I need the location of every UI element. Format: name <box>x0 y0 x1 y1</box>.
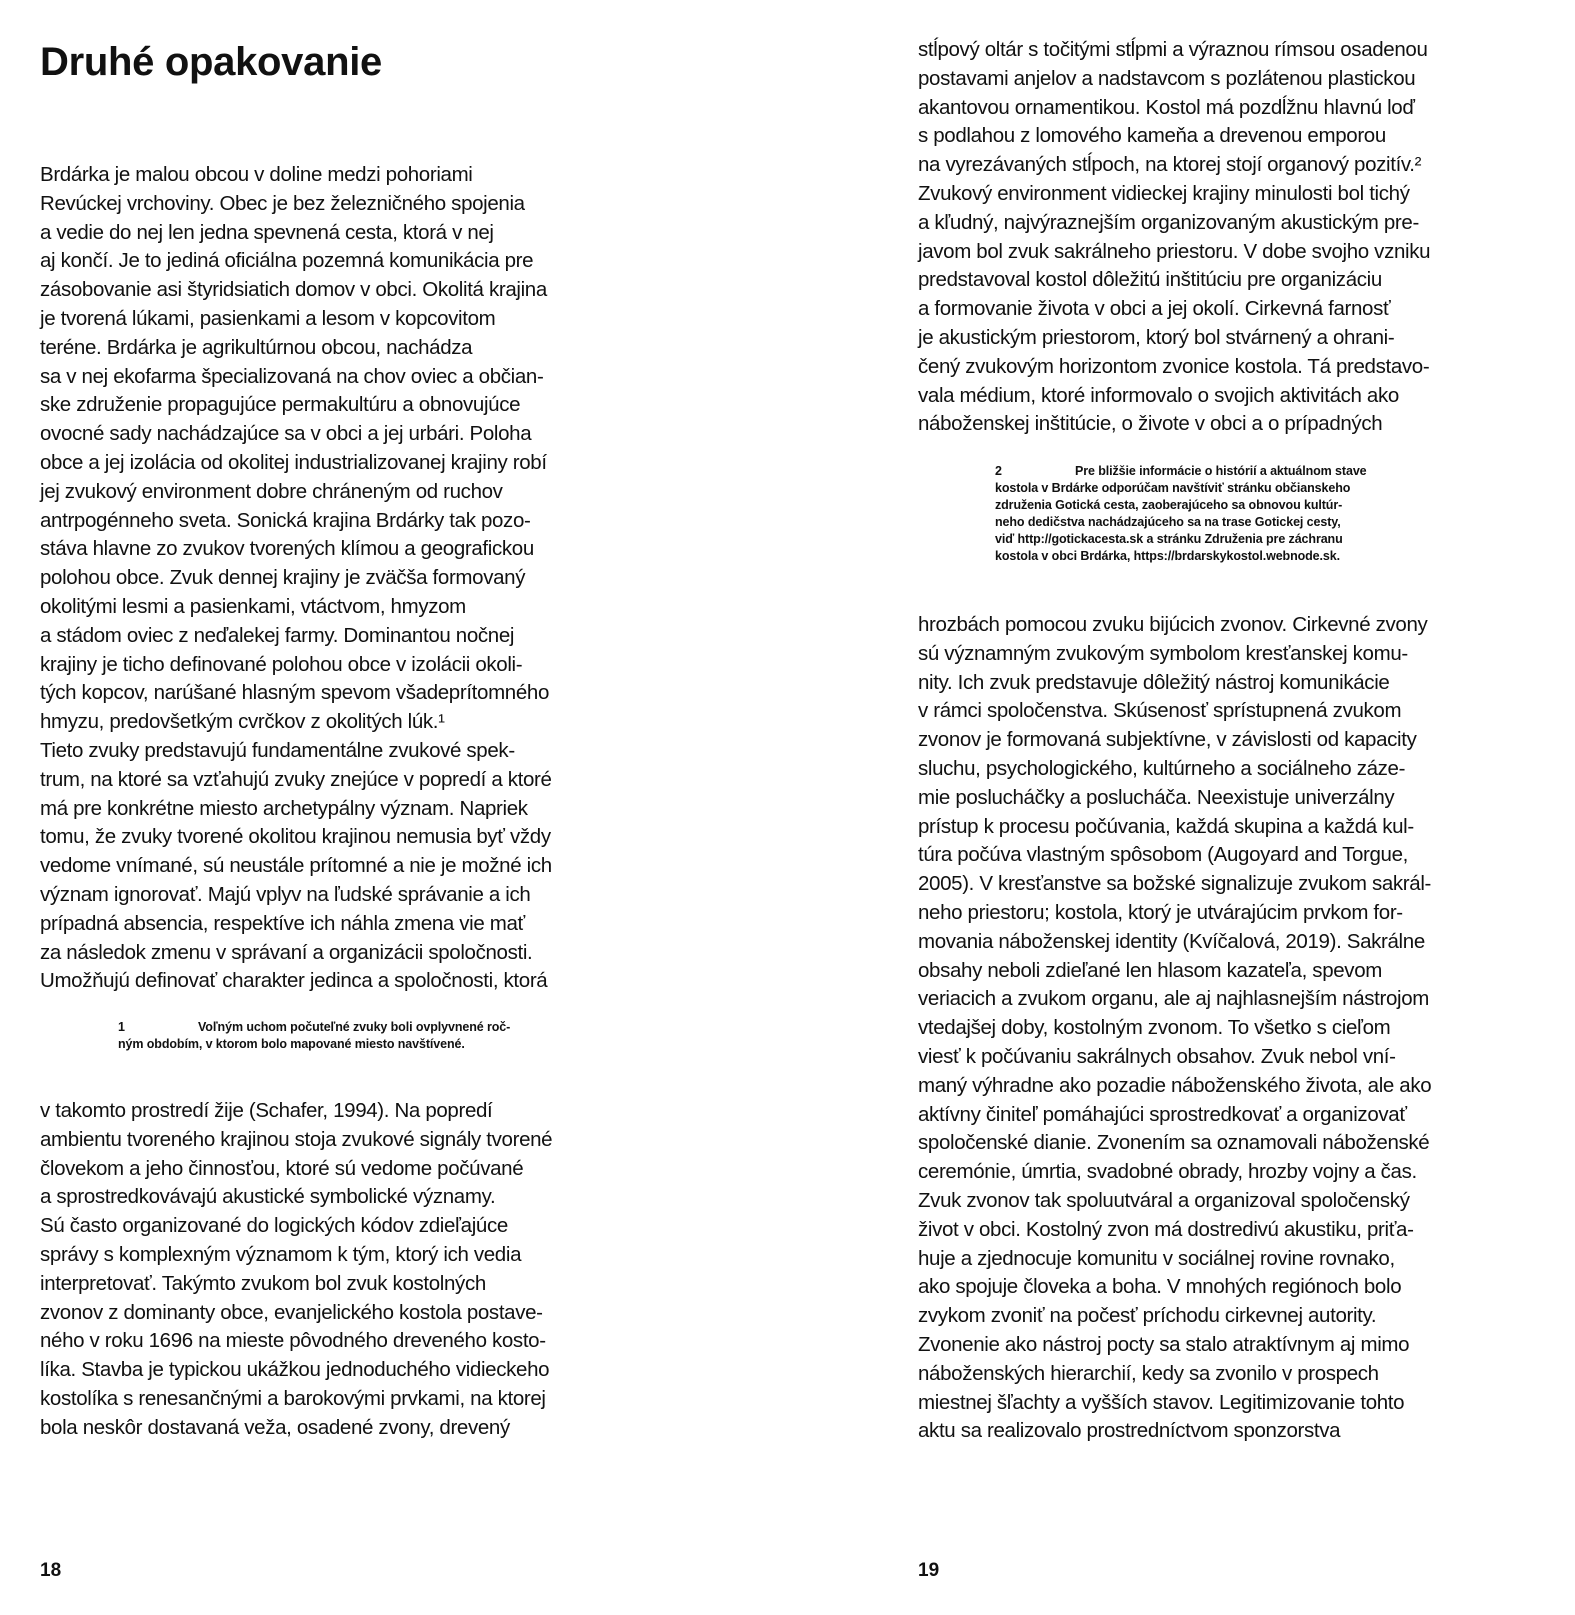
text-line: Sú často organizované do logických kódov zdieľajúce <box>40 1214 508 1238</box>
text-line: v rámci spoločenstva. Skúsenosť sprístupnená zvukom <box>918 699 1402 723</box>
text-line: ovocné sady nachádzajúce sa v obci a jej urbári. Poloha <box>40 422 532 446</box>
text-line: stáva hlavne zo zvukov tvorených klímou a geografickou <box>40 537 534 561</box>
text-line: život v obci. Kostolný zvon má dostredivú akustiku, priťa- <box>918 1217 1414 1241</box>
page-number: 19 <box>918 1560 940 1581</box>
text-line: spoločenské dianie. Zvonením sa oznamovali náboženské <box>918 1131 1430 1155</box>
text-line: ceremónie, úmrtia, svadobné obrady, hrozby vojny a čas. <box>918 1160 1417 1184</box>
text-line: predstavoval kostol dôležitú inštitúciu pre organizáciu <box>918 268 1382 292</box>
text-line: prístup k procesu počúvania, každá skupina a každá kul- <box>918 814 1414 838</box>
text-line: huje a zjednocuje komunitu v sociálnej rovine rovnako, <box>918 1246 1395 1270</box>
text-line: má pre konkrétne miesto archetypálny význam. Napriek <box>40 796 528 820</box>
text-line: aktu sa realizovalo prostredníctvom sponzorstva <box>918 1419 1341 1443</box>
text-line: je akustickým priestorom, ktorý bol stvárnený a ohrani- <box>918 325 1395 349</box>
text-line: zvonov je formovaná subjektívne, v závislosti od kapacity <box>918 728 1417 752</box>
page-number: 18 <box>40 1560 62 1581</box>
text-line: jej zvukový environment dobre chráneným od ruchov <box>40 479 503 503</box>
text-line: zvykom zvoniť na počesť príchodu cirkevnej autority. <box>918 1304 1377 1328</box>
text-line: Umožňujú definovať charakter jedinca a spoločnosti, ktorá <box>40 969 548 993</box>
text-line: zásobovanie asi štyridsiatich domov v obci. Okolitá krajina <box>40 278 547 302</box>
text-line: movania náboženskej identity (Kvíčalová, 2019). Sakrálne <box>918 929 1425 953</box>
text-line: stĺpový oltár s točitými stĺpmi a výraznou rímsou osadenou <box>918 38 1428 61</box>
text-line: a kľudný, najvýraznejším organizovaným akustickým pre- <box>918 210 1419 234</box>
text-line: interpretovať. Takýmto zvukom bol zvuk kostolných <box>40 1271 486 1295</box>
text-line: správy s komplexným významom k tým, ktorý ich vedia <box>40 1242 522 1266</box>
text-line: aj končí. Je to jediná oficiálna pozemná komunikácia pre <box>40 249 534 273</box>
text-line: maný výhradne ako pozadie náboženského života, ale ako <box>918 1073 1432 1097</box>
right-page <box>787 0 1575 1615</box>
text-line: miestnej šľachty a vyšších stavov. Legitimizovanie tohto <box>918 1390 1405 1414</box>
text-line: okolitými lesmi a pasienkami, vtáctvom, hmyzom <box>40 594 466 618</box>
text-line: veriacich a zvukom organu, ale aj najhlasnejším nástrojom <box>918 987 1430 1011</box>
text-line: polohou obce. Zvuk dennej krajiny je zväčša formovaný <box>40 566 526 590</box>
text-line: zvonov z dominanty obce, evanjelického kostola postave- <box>40 1300 543 1324</box>
text-line: túra počúva vlastným spôsobom (Augoyard and Torgue, <box>918 843 1409 867</box>
left-text-block-2 <box>40 1097 552 1443</box>
text-line: náboženskej inštitúcie, o živote v obci a o prípadných <box>918 412 1383 436</box>
text-line: na vyrezávaných stĺpoch, na ktorej stojí organový pozitív.² <box>918 153 1422 177</box>
chapter-title: Druhé opakovanie <box>40 40 382 84</box>
text-line: líka. Stavba je typickou ukážkou jednoduchého vidieckeho <box>40 1358 550 1382</box>
text-line: a formovanie života v obci a jej okolí. Cirkevná farnosť <box>918 297 1391 321</box>
text-line: Zvonenie ako nástroj pocty sa stalo atraktívnym aj mimo <box>918 1332 1410 1356</box>
text-line: ako spojuje človeka a boha. V mnohých regiónoch bolo <box>918 1275 1402 1299</box>
text-line: teréne. Brdárka je agrikultúrnou obcou, nachádza <box>40 335 473 359</box>
text-line: bola neskôr dostavaná veža, osadené zvony, drevený <box>40 1415 510 1439</box>
text-line: sluchu, psychologického, kultúrneho a sociálneho záze- <box>918 756 1406 780</box>
text-line: a stádom oviec z neďalekej farmy. Dominantou nočnej <box>40 623 515 647</box>
text-line: trum, na ktoré sa vzťahujú zvuky znejúce v popredí a ktoré <box>40 767 552 791</box>
text-line: viesť k počúvaniu sakrálnych obsahov. Zvuk nebol vní- <box>918 1044 1396 1068</box>
left-text-block-1 <box>40 161 552 996</box>
text-line: javom bol zvuk sakrálneho priestoru. V dobe svojho vzniku <box>918 239 1431 263</box>
footnote-1: 1 Voľným uchom počuteľné zvuky boli ovplyvnené roč- ným obdobím, v ktorom bolo mapované miesto navštívené. <box>118 1020 511 1051</box>
text-line: nity. Ich zvuk predstavuje dôležitý nástroj komunikácie <box>918 670 1390 694</box>
left-page <box>0 0 787 1615</box>
text-line: obsahy neboli zdieľané len hlasom kazateľa, spevom <box>918 958 1382 982</box>
text-line: vala médium, ktoré informovalo o svojich aktivitách ako <box>918 383 1399 407</box>
text-line: ambientu tvoreného krajinou stoja zvukové signály tvorené <box>40 1127 553 1151</box>
text-line: kostolíka s renesančnými a barokovými prvkami, na ktorej <box>40 1386 546 1410</box>
text-line: postavami anjelov a nadstavcom s pozlátenou plastickou <box>918 66 1416 90</box>
text-line: 2005). V kresťanstve sa božské signalizuje zvukom sakrál- <box>918 872 1432 896</box>
text-line: aktívny činiteľ pomáhajúci sprostredkovať a organizovať <box>918 1102 1407 1126</box>
text-line: akantovou ornamentikou. Kostol má pozdĺžnu hlavnú loď <box>918 95 1415 119</box>
text-line: krajiny je ticho definované polohou obce v izolácii okoli- <box>40 652 523 676</box>
text-line: a sprostredkovávajú akustické symbolické významy. <box>40 1185 496 1209</box>
text-line: Zvuk zvonov tak spoluutváral a organizoval spoločenský <box>918 1188 1410 1212</box>
text-line: hmyzu, predovšetkým cvrčkov z okolitých lúk.¹ <box>40 710 445 734</box>
text-line: neho priestoru; kostola, ktorý je utvárajúcim prvkom for- <box>918 900 1403 924</box>
text-line: Zvukový environment vidieckej krajiny minulosti bol tichý <box>918 181 1410 205</box>
text-line: tých kopcov, narúšané hlasným spevom všadeprítomného <box>40 681 550 705</box>
text-line: mie poslucháčky a poslucháča. Neexistuje univerzálny <box>918 785 1395 809</box>
text-line: s podlahou z lomového kameňa a drevenou emporou <box>918 124 1386 148</box>
text-line: sú významným zvukovým symbolom kresťanskej komu- <box>918 641 1408 665</box>
text-line: vtedajšej doby, kostolným zvonom. To všetko s cieľom <box>918 1016 1391 1040</box>
text-line: čený zvukovým horizontom zvonice kostola. Tá predstavo- <box>918 354 1430 378</box>
text-line: význam ignorovať. Majú vplyv na ľudské správanie a ich <box>40 882 531 906</box>
text-line: ného v roku 1696 na mieste pôvodného dreveného kosto- <box>40 1329 546 1353</box>
footnote-2: 2 Pre bližšie informácie o histórií a aktuálnom stave kostola v Brdárke odporúčam navštíviť stránku občianskeho združenia Gotická cesta, zaoberajúceho sa obnovou kultúr- neho dedičstva nachádzajúceho sa na trase Gotickej cesty, viď http://gotickacesta.sk a stránku Združenia pre záchranu kostola v obci Brdárka, https://brdarskykostol.webnode.sk. <box>995 464 1367 563</box>
text-line: hrozbách pomocou zvuku bijúcich zvonov. Cirkevné zvony <box>918 613 1428 636</box>
text-line: Revúckej vrchoviny. Obec je bez železničného spojenia <box>40 191 525 215</box>
footnote-number: 1 <box>118 1020 125 1034</box>
text-line: tomu, že zvuky tvorené okolitou krajinou nemusia byť vždy <box>40 825 551 849</box>
text-line: sa v nej ekofarma špecializovaná na chov oviec a občian- <box>40 364 544 388</box>
text-line: a vedie do nej len jedna spevnená cesta, ktorá v nej <box>40 220 494 244</box>
text-line: antrpogénneho sveta. Sonická krajina Brdárky tak pozo- <box>40 508 531 532</box>
footnote-number: 2 <box>995 464 1002 478</box>
right-text-block-2 <box>918 611 1431 1446</box>
right-text-block-1 <box>918 36 1430 439</box>
text-line: náboženských hierarchií, kedy sa zvonilo v prospech <box>918 1361 1379 1385</box>
text-line: Tieto zvuky predstavujú fundamentálne zvukové spek- <box>40 738 515 762</box>
text-line: prípadná absencia, respektíve ich náhla zmena vie mať <box>40 911 525 935</box>
text-line: ske združenie propagujúce permakultúru a obnovujúce <box>40 393 521 417</box>
text-line: v takomto prostredí žije (Schafer, 1994). Na popredí <box>40 1099 493 1122</box>
text-line: Brdárka je malou obcou v doline medzi pohoriami <box>40 163 473 186</box>
text-line: je tvorená lúkami, pasienkami a lesom v kopcovitom <box>40 306 496 330</box>
text-line: vedome vnímané, sú neustále prítomné a nie je možné ich <box>40 854 552 878</box>
text-line: človekom a jeho činnosťou, ktoré sú vedome počúvané <box>40 1156 524 1180</box>
text-line: za následok zmenu v správaní a organizácii spoločnosti. <box>40 940 533 964</box>
text-line: obce a jej izolácia od okolitej industrializovanej krajiny robí <box>40 450 547 474</box>
